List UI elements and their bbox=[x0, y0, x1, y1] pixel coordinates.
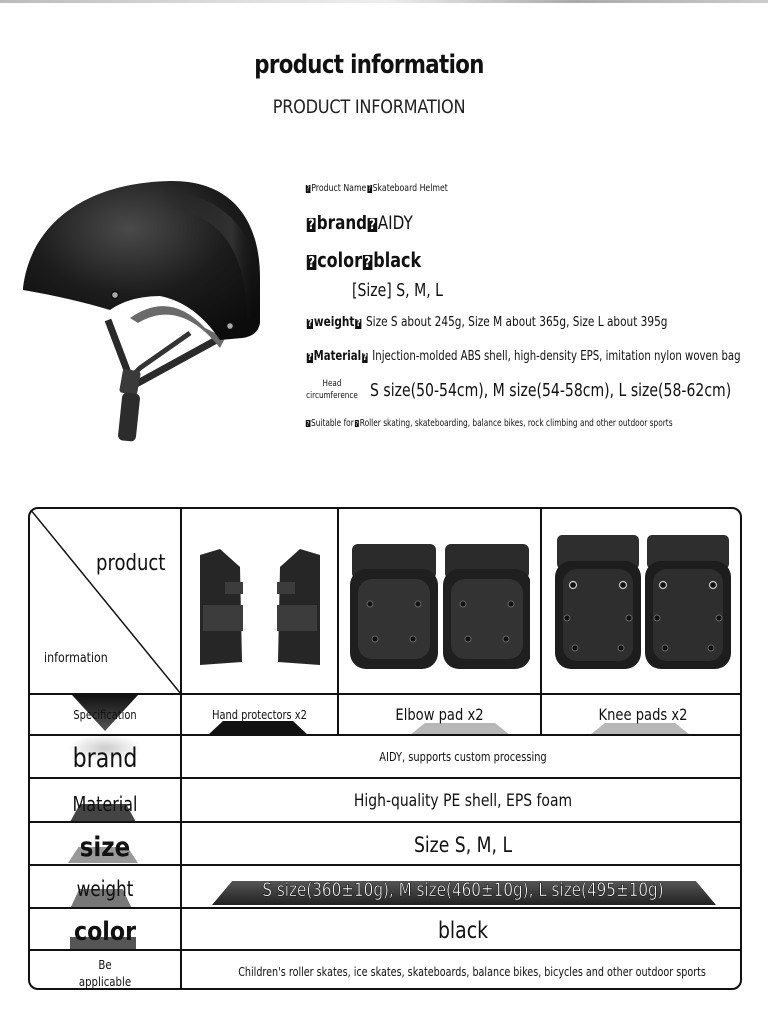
grid-row-2 bbox=[30, 734, 742, 736]
spec-shade-hand bbox=[208, 721, 308, 735]
spec-material: ? Material ? Injection-molded ABS shell, high-density EPS, imitation nylon woven bag bbox=[307, 349, 741, 364]
spec-head-circumference-value: S size(50-54cm), M size(54-58cm), L size(58-62cm) bbox=[370, 380, 732, 401]
spec-elbow-pads: Elbow pad x2 bbox=[395, 705, 484, 724]
row-label-weight: weight bbox=[76, 877, 134, 901]
page-subtitle: PRODUCT INFORMATION bbox=[272, 96, 466, 118]
spec-size: [Size] S, M, L bbox=[352, 280, 443, 301]
row-label-specification: Specification bbox=[73, 708, 137, 722]
row-label-size: size bbox=[79, 832, 131, 863]
corner-diagonal-line bbox=[30, 509, 181, 694]
grid-row-4 bbox=[30, 821, 742, 823]
grid-col-2 bbox=[337, 509, 339, 735]
placeholder-glyph-icon: ? bbox=[307, 318, 313, 329]
row-label-material: Material bbox=[72, 792, 138, 816]
knee-pads-image bbox=[555, 533, 735, 673]
placeholder-glyph-icon: ? bbox=[306, 419, 310, 428]
spec-weight: ? weight ? Size S about 245g, Size M about 365g, Size L about 395g bbox=[307, 314, 668, 330]
corner-label-product: product bbox=[96, 551, 166, 576]
placeholder-glyph-icon: ? bbox=[356, 318, 361, 329]
page-title: product information bbox=[254, 50, 484, 80]
hand-protectors-image bbox=[195, 547, 325, 672]
row-value-size: Size S, M, L bbox=[413, 833, 513, 857]
elbow-pads-image bbox=[350, 539, 530, 674]
placeholder-glyph-icon: ? bbox=[362, 352, 368, 363]
grid-col-3 bbox=[540, 509, 542, 735]
grid-row-5 bbox=[30, 864, 742, 866]
row-value-material: High-quality PE shell, EPS foam bbox=[353, 791, 573, 811]
spec-head-circumference-label: Head circumference bbox=[306, 379, 358, 401]
spec-brand: ? brand ? AIDY bbox=[308, 212, 413, 234]
row-value-weight: S size(360±10g), M size(460±10g), L size(495±10g) bbox=[262, 879, 664, 901]
grid-row-7 bbox=[30, 949, 742, 951]
row-label-color: color bbox=[74, 917, 136, 947]
placeholder-glyph-icon: ? bbox=[307, 352, 313, 363]
placeholder-glyph-icon: ? bbox=[367, 184, 372, 193]
placeholder-glyph-icon: ? bbox=[369, 217, 376, 233]
grid-row-6 bbox=[30, 907, 742, 909]
spec-color: ? color ? black bbox=[308, 248, 422, 272]
top-image-strip bbox=[0, 0, 768, 3]
row-value-color: black bbox=[437, 918, 489, 944]
grid-row-3 bbox=[30, 777, 742, 779]
placeholder-glyph-icon: ? bbox=[355, 419, 359, 428]
placeholder-glyph-icon: ? bbox=[308, 217, 315, 233]
placeholder-glyph-icon: ? bbox=[306, 184, 310, 193]
row-label-applicable: Be applicable bbox=[78, 958, 132, 989]
placeholder-glyph-icon: ? bbox=[308, 253, 316, 271]
row-label-brand: brand bbox=[72, 743, 138, 774]
spec-product-name: ? Product Name ? Skateboard Helmet bbox=[306, 183, 448, 194]
spec-suitable-for: ? Suitable for ? Roller skating, skateboarding, balance bikes, rock climbing and other outdoor sports bbox=[306, 418, 673, 429]
placeholder-glyph-icon: ? bbox=[364, 253, 372, 271]
row-value-applicable: Children's roller skates, ice skates, skateboards, balance bikes, bicycles and other outdoor sports bbox=[238, 965, 706, 979]
row-value-brand: AIDY, supports custom processing bbox=[379, 750, 547, 764]
spec-hand-protectors: Hand protectors x2 bbox=[212, 708, 307, 722]
spec-knee-pads: Knee pads x2 bbox=[598, 705, 688, 724]
helmet-image bbox=[20, 178, 265, 443]
product-spec-table bbox=[28, 507, 742, 990]
corner-label-information: information bbox=[44, 651, 108, 666]
